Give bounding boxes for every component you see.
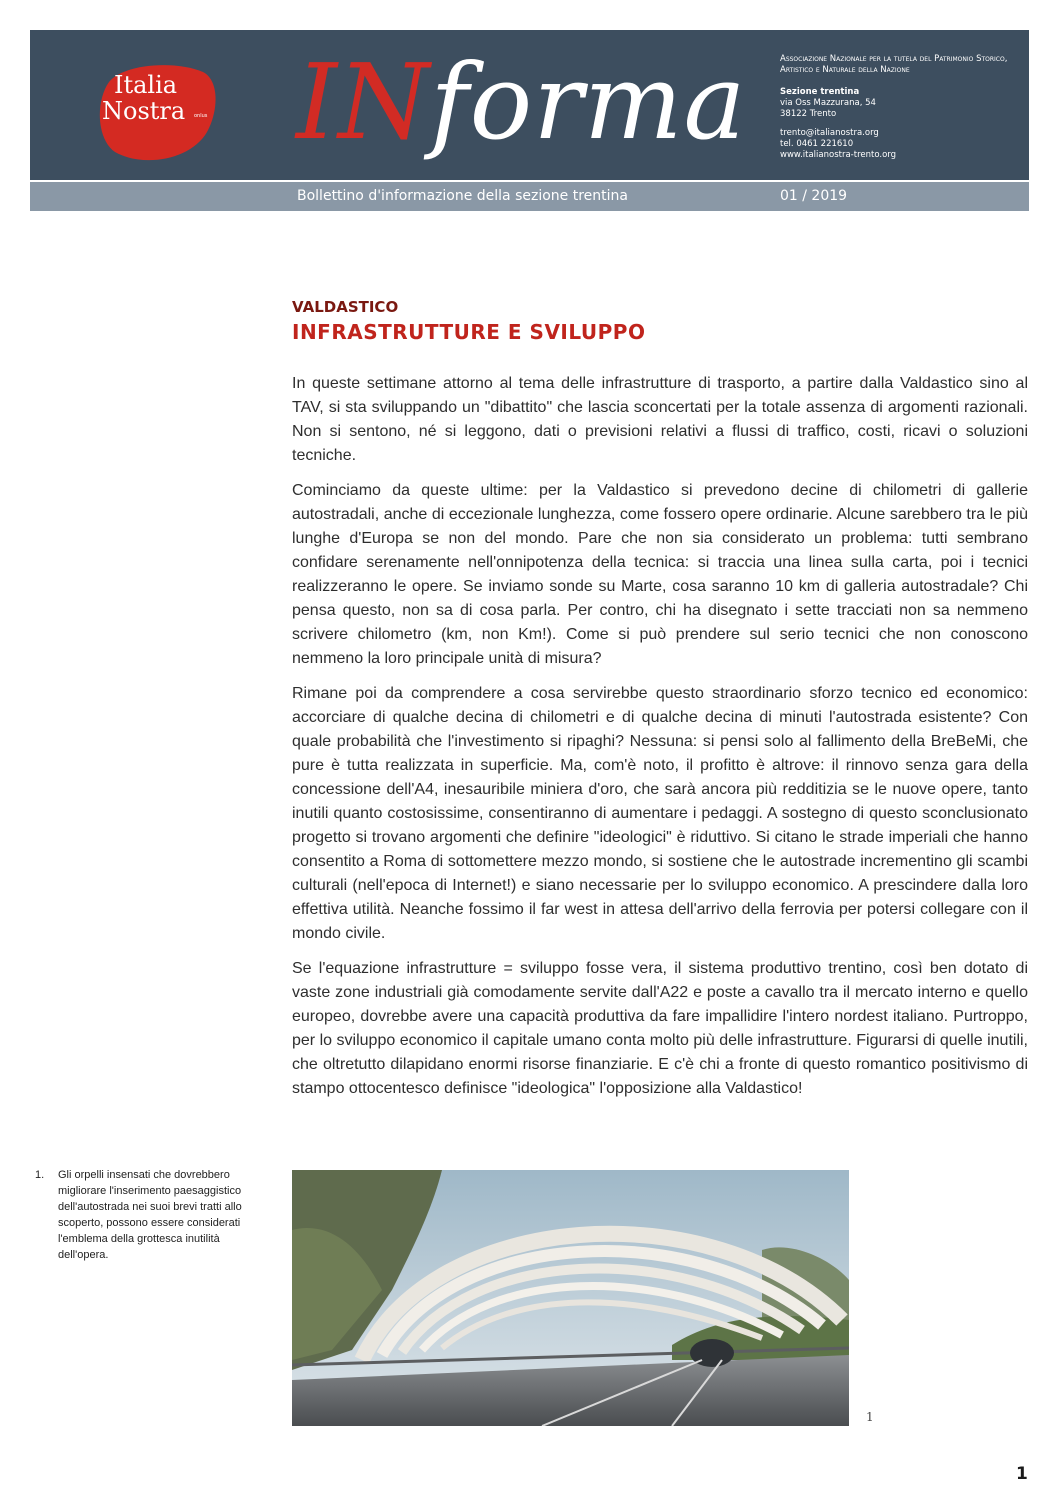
contact-info — [780, 128, 1025, 161]
article-kicker: VALDASTICO — [292, 298, 399, 316]
article-body — [292, 372, 1028, 1112]
logo-text-onlus: onlus — [194, 113, 208, 119]
caption-number: 1. — [35, 1169, 45, 1181]
highway-tunnel-photo — [292, 1170, 849, 1426]
article-paragraph: In queste settimane attorno al tema delle infrastrutture di trasporto, a partire dalla Valdastico sino al TAV, si sta sviluppando un "dibattito" che lascia sconcertati per la totale assenza di argomenti razionali. Non si sentono, né si leggono, dati o previsioni relativi a flussi di traffico, costi, ricavi o soluzioni tecniche. — [292, 375, 1028, 464]
contact-website[interactable]: www.italianostra-trento.org — [780, 150, 897, 160]
brand-title — [296, 32, 747, 172]
logo-text-italia: Italia — [114, 71, 178, 99]
section-name: Sezione trentina — [780, 87, 860, 97]
bulletin-subtitle: Bollettino d'informazione della sezione trentina — [297, 188, 628, 204]
article-title: INFRASTRUTTURE E SVILUPPO — [292, 320, 646, 344]
subtitle-bar — [30, 182, 1029, 211]
article-paragraph: Rimane poi da comprendere a cosa servirebbe questo straordinario sforzo tecnico ed economico: accorciare di qualche decina di chilometri e di qualche decina di minuti l'autostrada esistente? Con quale probabilità che l'investimento si ripaghi? Nessuna: si pensi solo al fallimento della BreBeMi, che pure è tutta realizzata in superficie. Ma, com'è noto, il profitto è altrove: il rinnovo senza gara della concessione dell'A4, inesauribile miniera d'oro, che sarà ancora più redditizia se le nuove opere, tanto inutili quanto costosissime, consentiranno di aumentare i pedaggi. A sostegno di questo sconclusionato progetto si trovano argomenti che definire "ideologici" è riduttivo. Si citano le strade imperiali che hanno consentito a Roma di sottomettere mezzo mondo, si sostiene che le autostrade incrementino gli scambi culturali (nell'epoca di Internet!) e siano necessarie per lo sviluppo economico. A prescindere dalla loro effettiva utilità. Neanche fossimo il far west in attesa dell'arrivo della ferrovia per potersi collegare con il mondo civile. — [292, 685, 1028, 942]
brand-title-forma: forma — [430, 41, 747, 163]
brand-title-in: IN — [296, 41, 431, 163]
figure-reference: 1 — [866, 1410, 874, 1424]
page-number: 1 — [1016, 1464, 1028, 1484]
address-street: via Oss Mazzurana, 54 — [780, 98, 876, 108]
contact-email[interactable]: trento@italianostra.org — [780, 128, 879, 138]
caption-text: Gli orpelli insensati che dovrebbero migliorare l'inserimento paesaggistico dell'autostrada nei suoi brevi tratti allo scoperto, possono essere considerati l'emblema della grottesca inutilità dell'opera. — [58, 1169, 242, 1261]
article-paragraph: Se l'equazione infrastrutture = sviluppo fosse vera, il sistema produttivo trentino, così ben dotato di vaste zone industriali già comodamente servite dall'A22 e poste a cavallo tra il mercato interno e quello europeo, dovrebbe avere una capacità produttiva da fare impallidire l'intero nordest italiano. Purtroppo, per lo sviluppo economico il capitale umano conta molto più delle infrastrutture. Figurarsi di quelle inutili, che oltretutto dilapidano enormi risorse finanziarie. E c'è chi a fronte di questo romantico positivismo di stampo ottocentesco definisce "ideologica" l'opposizione alla Valdastico! — [292, 960, 1028, 1097]
contact-phone: tel. 0461 221610 — [780, 139, 854, 149]
issue-number: 01 / 2019 — [780, 188, 848, 204]
address-city: 38122 Trento — [780, 109, 837, 119]
italia-nostra-logo — [95, 60, 219, 164]
logo-text-nostra: Nostra — [102, 97, 186, 125]
article-paragraph: Cominciamo da queste ultime: per la Valdastico si prevedono decine di chilometri di gallerie autostradali, anche di eccezionale lunghezza, come fossero opere ordinarie. Alcune sarebbero tra le più lunghe d'Europa se non del mondo. Pare che non sia considerato un problema: tutti sembrano confidare serenamente nell'onnipotenza della tecnica: si traccia una linea sulla carta, poi i tecnici realizzeranno le opere. Se inviamo sonde su Marte, cosa saranno 10 km di galleria autostradale? Chi pensa questo, non sa di cosa parla. Per contro, chi ha disegnato i sette tracciati non sa nemmeno scrivere chilometro (km, non Km!). Come si può prendere sul serio tecnici che non conoscono nemmeno la loro principale unità di misura? — [292, 482, 1028, 667]
section-address — [780, 87, 1025, 120]
association-name: Associazione Nazionale per la tutela del Patrimonio Storico, Artistico e Naturale della Nazione — [780, 54, 1008, 75]
